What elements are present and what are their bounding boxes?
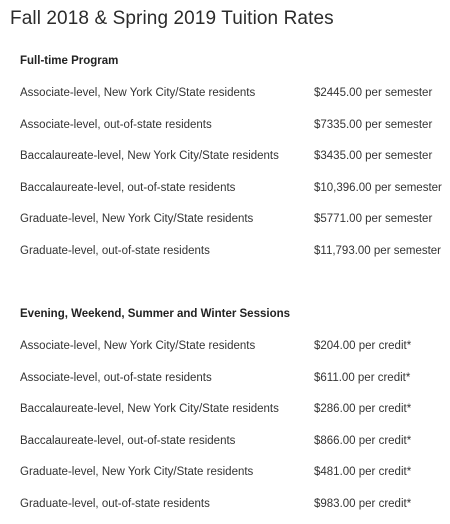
rate-label: Graduate-level, New York City/State residents xyxy=(20,213,254,225)
rate-row xyxy=(0,150,450,168)
rate-row xyxy=(0,435,450,453)
rate-label: Baccalaureate-level, out-of-state residents xyxy=(20,182,236,194)
rate-value: $611.00 per credit* xyxy=(314,372,411,384)
rate-value: $204.00 per credit* xyxy=(314,340,412,352)
rate-value: $983.00 per credit* xyxy=(314,498,412,510)
rate-value: $3435.00 per semester xyxy=(314,150,433,162)
rate-value: $286.00 per credit* xyxy=(314,403,412,415)
rate-row xyxy=(0,213,450,231)
rate-row xyxy=(0,340,450,358)
rate-label: Associate-level, out-of-state residents xyxy=(20,119,212,131)
rate-label: Baccalaureate-level, New York City/State residents xyxy=(20,403,279,415)
rate-label: Associate-level, New York City/State residents xyxy=(20,87,256,99)
rate-label: Baccalaureate-level, New York City/State residents xyxy=(20,150,279,162)
rate-row xyxy=(0,498,450,516)
rate-value: $5771.00 per semester xyxy=(314,213,433,225)
rate-value: $7335.00 per semester xyxy=(314,119,433,131)
rate-value: $866.00 per credit* xyxy=(314,435,412,447)
rate-row xyxy=(0,119,450,137)
rate-label: Baccalaureate-level, out-of-state residents xyxy=(20,435,236,447)
rate-row xyxy=(0,87,450,105)
rate-label: Associate-level, New York City/State residents xyxy=(20,340,256,352)
rate-value: $2445.00 per semester xyxy=(314,87,433,99)
rate-row xyxy=(0,372,450,390)
rate-label: Graduate-level, out-of-state residents xyxy=(20,498,210,510)
rate-row xyxy=(0,182,450,200)
rate-value: $10,396.00 per semester xyxy=(314,182,442,194)
page-title: Fall 2018 & Spring 2019 Tuition Rates xyxy=(10,8,334,29)
rate-label: Graduate-level, New York City/State residents xyxy=(20,466,254,478)
rate-row xyxy=(0,403,450,421)
rate-row xyxy=(0,466,450,484)
section-heading-sessions: Evening, Weekend, Summer and Winter Sessions xyxy=(20,308,291,320)
section-heading-full-time: Full-time Program xyxy=(20,55,119,67)
rate-label: Associate-level, out-of-state residents xyxy=(20,372,212,384)
rate-value: $11,793.00 per semester xyxy=(314,245,442,257)
rate-row xyxy=(0,245,450,263)
rate-label: Graduate-level, out-of-state residents xyxy=(20,245,210,257)
rate-value: $481.00 per credit* xyxy=(314,466,412,478)
